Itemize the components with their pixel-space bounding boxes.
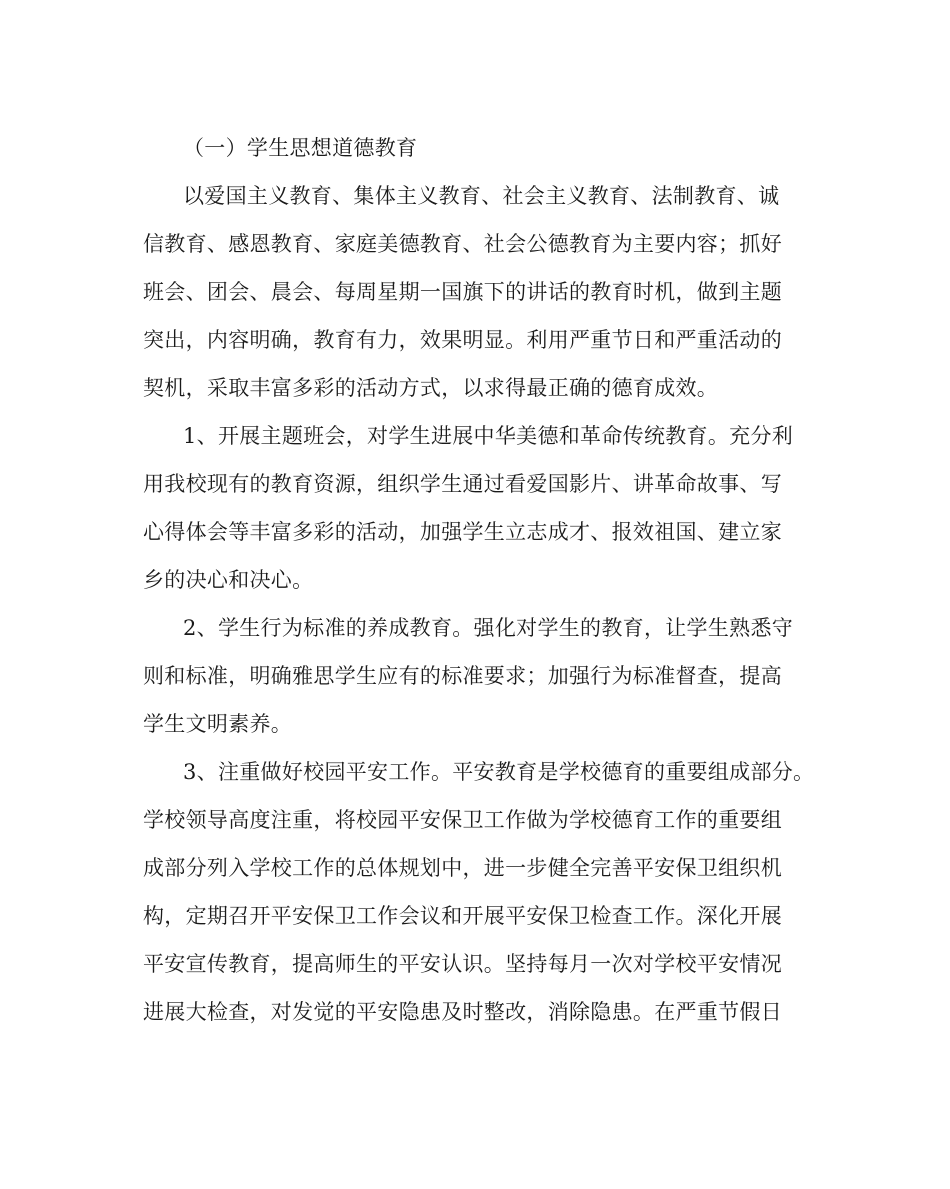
paragraph-1-line-5: 契机，采取丰富多彩的活动方式，以求得最正确的德育成效。 bbox=[143, 376, 719, 400]
paragraph-4-line-4: 构，定期召开平安保卫工作会议和开展平安保卫检查工作。深化开展 bbox=[143, 904, 782, 928]
paragraph-2-line-3: 心得体会等丰富多彩的活动，加强学生立志成才、报效祖国、建立家 bbox=[143, 520, 782, 544]
paragraph-2-line-1: 1、开展主题班会，对学生进展中华美德和革命传统教育。充分利 bbox=[183, 424, 794, 448]
paragraph-1-line-2: 信教育、感恩教育、家庭美德教育、社会公德教育为主要内容；抓好 bbox=[143, 232, 782, 256]
paragraph-4-line-3: 成部分列入学校工作的总体规划中，进一步健全完善平安保卫组织机 bbox=[143, 856, 782, 880]
paragraph-4-line-1: 3、注重做好校园平安工作。平安教育是学校德育的重要组成部分。 bbox=[183, 760, 815, 784]
paragraph-3-line-1: 2、学生行为标准的养成教育。强化对学生的教育，让学生熟悉守 bbox=[183, 616, 794, 640]
paragraph-1-line-3: 班会、团会、晨会、每周星期一国旗下的讲话的教育时机，做到主题 bbox=[143, 280, 782, 304]
paragraph-3-line-3: 学生文明素养。 bbox=[143, 712, 293, 736]
paragraph-1-line-1: 以爱国主义教育、集体主义教育、社会主义教育、法制教育、诚 bbox=[183, 184, 780, 208]
paragraph-4-line-2: 学校领导高度注重，将校园平安保卫工作做为学校德育工作的重要组 bbox=[143, 808, 782, 832]
paragraph-4-line-6: 进展大检查，对发觉的平安隐患及时整改，消除隐患。在严重节假日 bbox=[143, 1000, 782, 1024]
paragraph-2-line-4: 乡的决心和决心。 bbox=[143, 568, 314, 592]
paragraph-3-line-2: 则和标准，明确雅思学生应有的标准要求；加强行为标准督查，提高 bbox=[143, 664, 782, 688]
paragraph-1-line-4: 突出，内容明确，教育有力，效果明显。利用严重节日和严重活动的 bbox=[143, 328, 782, 352]
section-heading: （一）学生思想道德教育 bbox=[183, 136, 418, 160]
paragraph-4-line-5: 平安宣传教育，提高师生的平安认识。坚持每月一次对学校平安情况 bbox=[143, 952, 782, 976]
paragraph-2-line-2: 用我校现有的教育资源，组织学生通过看爱国影片、讲革命故事、写 bbox=[143, 472, 782, 496]
